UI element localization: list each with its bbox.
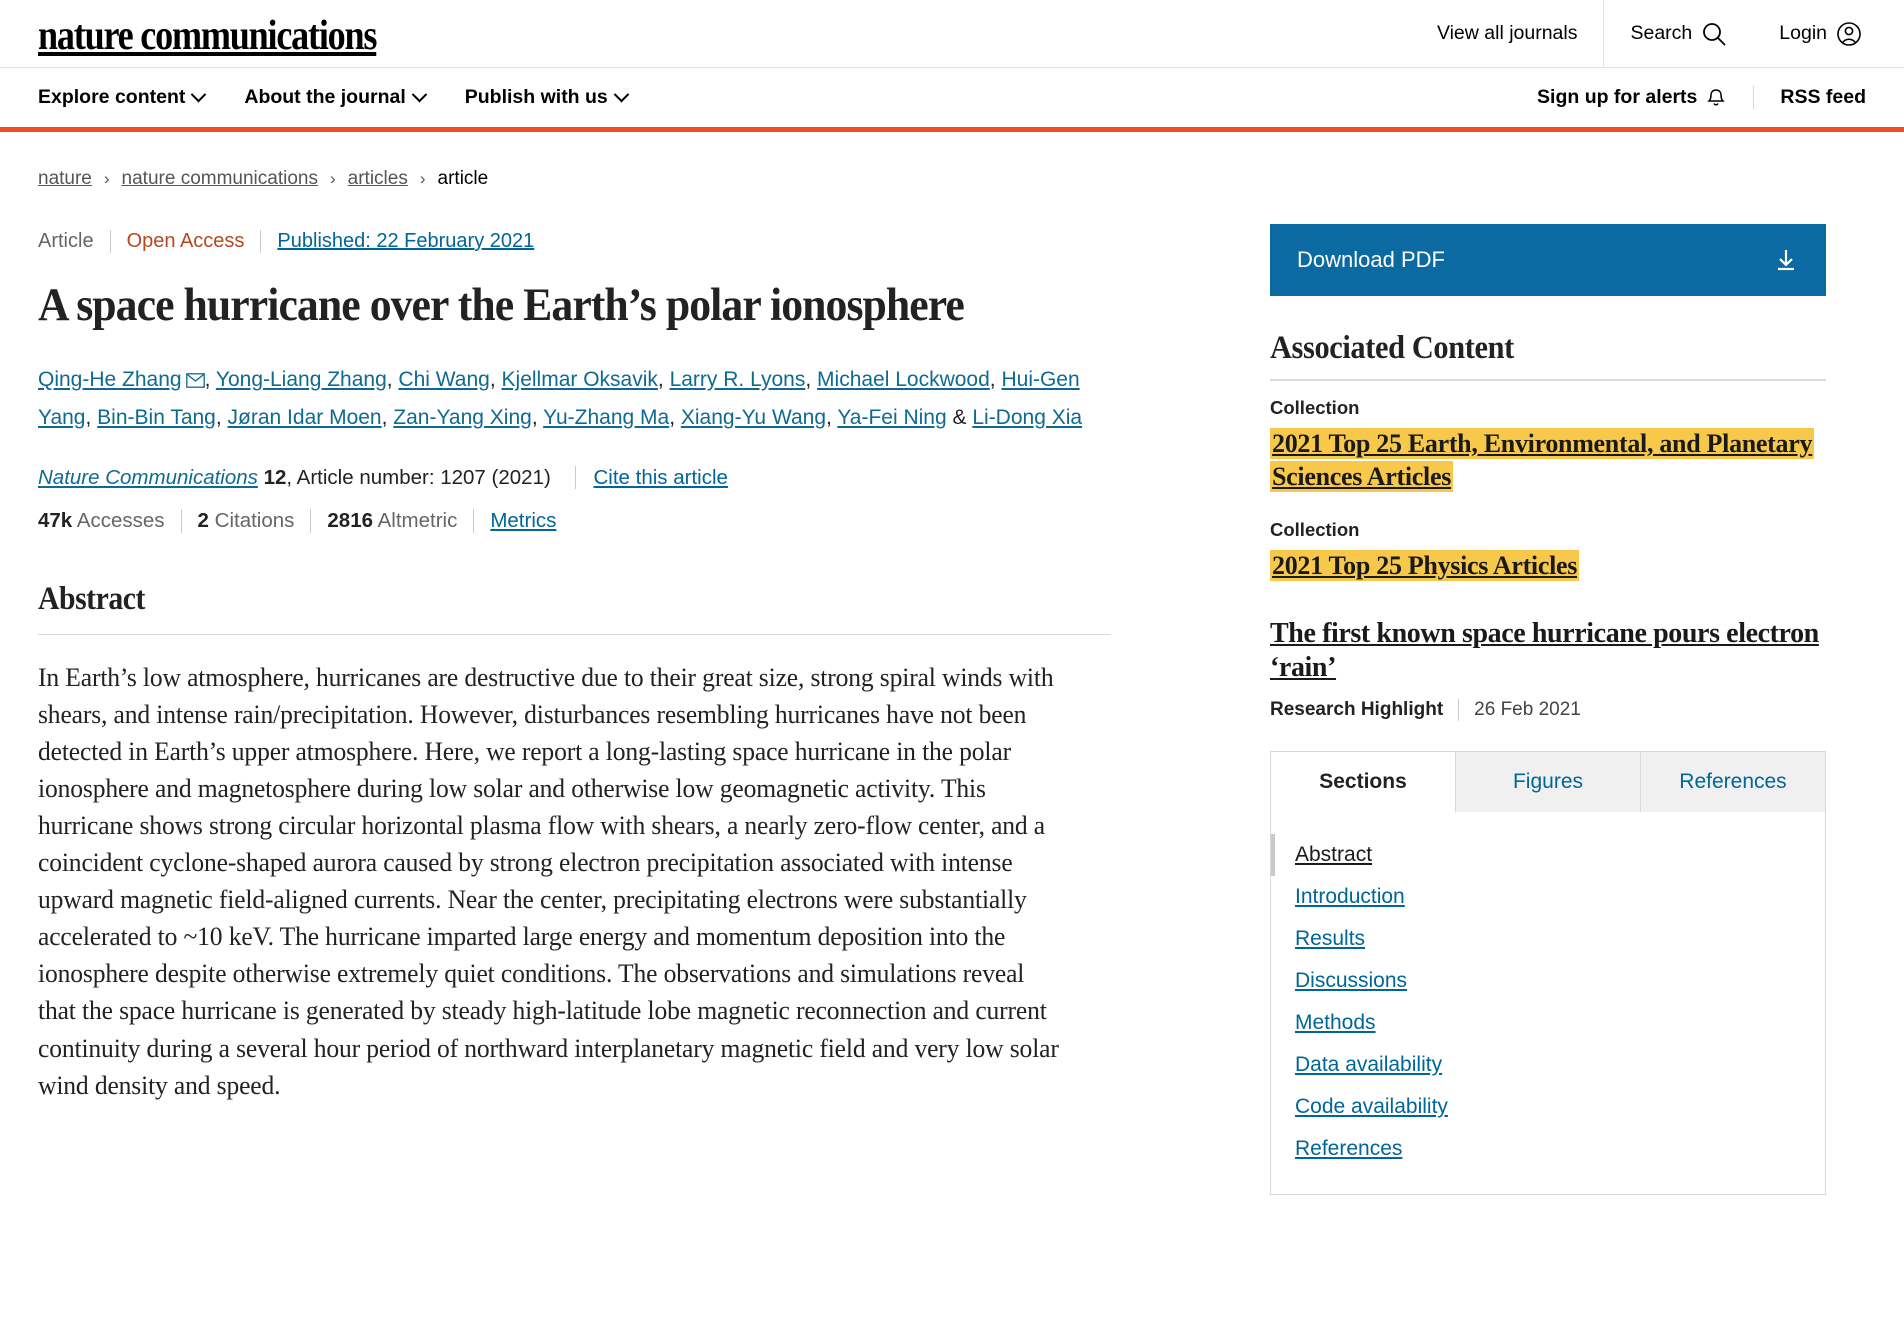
cite-this-article	[575, 466, 728, 489]
rss-feed-label: RSS feed	[1780, 86, 1866, 108]
tab-references[interactable]: References	[1641, 752, 1825, 812]
accesses-value: 47k	[38, 508, 73, 532]
metric-accesses	[38, 509, 181, 533]
article-meta-line	[38, 230, 1146, 253]
associated-content-item	[1270, 397, 1826, 493]
metrics-link[interactable]: Metrics	[490, 508, 557, 532]
nav-item-explore-content[interactable]	[38, 86, 204, 109]
research-highlight-link[interactable]: The first known space hurricane pours electron ‘rain’	[1270, 617, 1819, 683]
sign-up-for-alerts-label: Sign up for alerts	[1537, 86, 1698, 108]
nav-secondary-items	[1511, 86, 1866, 109]
associated-content-divider	[1270, 379, 1826, 381]
collection-label: Collection	[1270, 397, 1360, 418]
collection-link-text: 2021 Top 25 Earth, Environmental, and Planetary Sciences Articles	[1272, 429, 1813, 491]
login-button[interactable]	[1753, 0, 1904, 68]
collection-link[interactable]	[1270, 550, 1579, 581]
citations-label: Citations	[214, 508, 295, 532]
page-title: A space hurricane over the Earth’s polar ionosphere	[38, 279, 964, 331]
section-link-code-availability[interactable]: Code availability	[1295, 1094, 1448, 1118]
nav-item-label: Publish with us	[464, 86, 608, 108]
cite-this-article-link[interactable]: Cite this article	[593, 465, 728, 489]
sections-tabpanel	[1271, 812, 1825, 1194]
chevron-down-icon	[411, 87, 427, 103]
global-header	[0, 0, 1904, 68]
tab-sections[interactable]: Sections	[1271, 752, 1456, 813]
author-link[interactable]: Michael Lockwood	[817, 367, 990, 391]
search-label: Search	[1630, 22, 1693, 44]
chevron-down-icon	[614, 87, 630, 103]
metrics-link-wrap	[473, 509, 556, 533]
published-date	[260, 230, 534, 253]
breadcrumb	[38, 132, 1866, 204]
view-all-journals-label: View all journals	[1436, 22, 1578, 44]
associated-content-heading: Associated Content	[1270, 330, 1514, 366]
section-link-abstract[interactable]: Abstract	[1271, 834, 1825, 876]
site-navigation	[0, 68, 1904, 132]
metric-citations	[181, 509, 311, 533]
author-link[interactable]: Xiang-Yu Wang	[680, 405, 827, 429]
collection-link[interactable]	[1270, 428, 1814, 492]
bell-icon	[1705, 87, 1727, 109]
login-label: Login	[1779, 22, 1827, 44]
breadcrumb-current: article	[437, 168, 489, 189]
nav-item-label: About the journal	[244, 86, 406, 108]
accesses-label: Accesses	[76, 508, 165, 532]
research-highlight-meta	[1270, 699, 1826, 721]
nav-item-label: Explore content	[38, 86, 186, 108]
metric-altmetric	[310, 509, 473, 533]
article-type-label: Article	[38, 230, 94, 252]
section-link-introduction[interactable]: Introduction	[1295, 884, 1405, 908]
author-link[interactable]: Zan-Yang Xing	[393, 405, 532, 429]
section-link-methods[interactable]: Methods	[1295, 1010, 1376, 1034]
view-all-journals-link[interactable]	[1411, 0, 1604, 68]
author-link[interactable]: Hui-Gen Yang	[38, 367, 1080, 429]
section-link-results[interactable]: Results	[1295, 926, 1366, 950]
research-highlight	[1270, 617, 1826, 721]
header-utility-nav	[1411, 0, 1904, 68]
collection-label: Collection	[1270, 519, 1360, 540]
open-access-badge: Open Access	[110, 230, 261, 253]
altmetric-label: Altmetric	[377, 508, 458, 532]
tab-figures[interactable]: Figures	[1456, 752, 1641, 812]
research-highlight-date: 26 Feb 2021	[1458, 699, 1581, 721]
user-account-icon	[1836, 21, 1862, 47]
site-logo-nature-communications[interactable]: nature communications	[38, 12, 377, 59]
article-sidebar	[1270, 204, 1826, 1195]
nav-item-about-the-journal[interactable]	[244, 86, 424, 109]
sign-up-for-alerts-button[interactable]	[1511, 86, 1753, 109]
breadcrumb-item-nature-communications[interactable]: nature communications	[121, 168, 318, 189]
breadcrumb-separator-icon: ›	[103, 169, 110, 188]
section-link-discussions[interactable]: Discussions	[1295, 968, 1408, 992]
article-main-column	[38, 204, 1146, 1104]
published-date-link[interactable]: Published: 22 February 2021	[277, 230, 535, 252]
download-pdf-button[interactable]	[1270, 224, 1826, 296]
research-highlight-kind: Research Highlight	[1270, 698, 1444, 720]
associated-content-item	[1270, 519, 1826, 583]
journal-citation	[38, 462, 1146, 495]
author-link[interactable]: Yu-Zhang Ma	[543, 405, 670, 429]
breadcrumb-separator-icon: ›	[419, 169, 426, 188]
nav-item-publish-with-us[interactable]	[465, 86, 627, 109]
author-link[interactable]: Qing-He Zhang	[38, 367, 182, 391]
download-pdf-label: Download PDF	[1297, 247, 1445, 272]
abstract-text: In Earth’s low atmosphere, hurricanes are destructive due to their great size, strong spiral winds with shears, and intense rain/precipitation. However, disturbances resembling hurricanes have not been detected in Earth’s upper atmosphere. Here, we report a long-lasting space hurricane in the polar ionosphere and magnetosphere during low solar and otherwise low geomagnetic activity. This hurricane shows strong circular horizontal plasma flow with shears, a nearly zero-flow center, and a coincident cyclone-shaped aurora caused by strong electron precipitation associated with intense upward magnetic field-aligned currents. Near the center, precipitating electrons were substantially accelerated to ~10 keV. The hurricane imparted large energy and momentum deposition into the ionosphere despite otherwise extremely quiet conditions. The observations and simulations reveal that the space hurricane is generated by steady high-latitude lobe magnetic reconnection and current continuity during a several hour period of northward interplanetary magnetic field and very low solar wind density and speed.	[38, 661, 1059, 1100]
corresponding-author-envelope-icon[interactable]	[186, 364, 205, 400]
author-link[interactable]: Larry R. Lyons	[669, 367, 806, 391]
section-link-data-availability[interactable]: Data availability	[1295, 1052, 1443, 1076]
author-link[interactable]: Yong-Liang Zhang	[215, 367, 387, 391]
section-link-references[interactable]: References	[1295, 1136, 1403, 1160]
search-icon	[1701, 21, 1727, 47]
author-link[interactable]: Bin-Bin Tang	[97, 405, 216, 429]
abstract-divider	[38, 634, 1111, 635]
author-link[interactable]: Ya-Fei Ning	[837, 405, 947, 429]
nav-primary-items	[38, 86, 627, 109]
citations-value: 2	[197, 508, 209, 532]
breadcrumb-item-articles[interactable]: articles	[347, 168, 408, 189]
chevron-down-icon	[191, 87, 207, 103]
abstract-heading: Abstract	[38, 580, 145, 617]
volume-number: 12	[263, 465, 287, 489]
page-container	[0, 132, 1904, 1195]
article-navigation-tabs	[1270, 751, 1826, 1195]
breadcrumb-item-nature[interactable]: nature	[38, 168, 92, 189]
author-link[interactable]: Kjellmar Oksavik	[501, 367, 658, 391]
content-columns	[38, 204, 1866, 1195]
altmetric-value: 2816	[327, 508, 374, 532]
author-link[interactable]: Jøran Idar Moen	[227, 405, 382, 429]
tablist	[1271, 752, 1825, 812]
journal-name-link[interactable]: Nature Communications	[38, 465, 258, 489]
author-link[interactable]: Li-Dong Xia	[972, 405, 1083, 429]
search-button[interactable]	[1603, 0, 1753, 68]
author-list: Qing-He Zhang , Yong-Liang Zhang, Chi Wang, Kjellmar Oksavik, Larry R. Lyons, Michael Lockwood, Hui-Gen Yang, Bin-Bin Tang, Jøran Idar Moen, Zan-Yang Xing, Yu-Zhang Ma, Xiang-Yu Wang, Ya-Fei Ning & Li-Dong Xia	[38, 362, 1098, 436]
rss-feed-link[interactable]	[1753, 86, 1866, 109]
author-link[interactable]: Chi Wang	[398, 367, 490, 391]
collection-link-text: 2021 Top 25 Physics Articles	[1272, 551, 1578, 580]
article-metrics	[38, 509, 1146, 533]
article-number: , Article number: 1207 (2021)	[286, 465, 551, 489]
download-icon	[1773, 247, 1799, 273]
breadcrumb-separator-icon: ›	[329, 169, 336, 188]
